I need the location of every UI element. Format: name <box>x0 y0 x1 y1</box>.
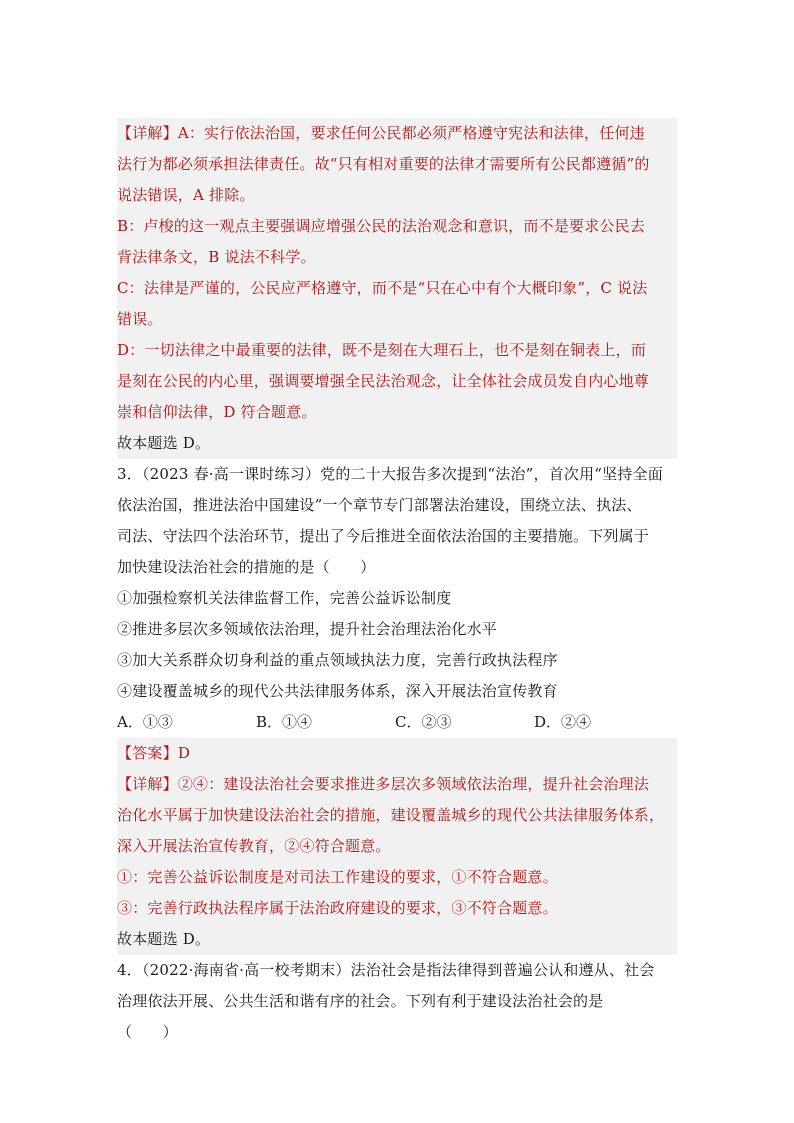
explanation-tag: 【详解】 <box>117 124 178 142</box>
option-d: D．②④ <box>534 713 592 731</box>
explanation-line: C：法律是严谨的，公民应严格遵守，而不是“只在心中有个大概印象”，C 说法 <box>117 279 648 297</box>
explanation-line: B：卢梭的这一观点主要强调应增强公民的法治观念和意识，而不是要求公民去 <box>117 217 646 235</box>
answer-tag: 【答案】 <box>117 744 178 762</box>
explanation-line: 是刻在公民的内心里，强调要增强全民法治观念，让全体社会成员发自内心地尊 <box>117 372 650 390</box>
wrong-option-line: ③：完善行政执法程序属于法治政府建设的要求，③不符合题意。 <box>117 899 558 917</box>
answer-options <box>117 707 677 738</box>
explanation-line: D：一切法律之中最重要的法律，既不是刻在大理石上，也不是刻在铜表上，而 <box>117 341 647 359</box>
explanation-line: 背法律条文，B 说法不科学。 <box>117 248 316 266</box>
explanation-line: 【详解】②④：建设法治社会要求推进多层次多领域依法治理，提升社会治理法 <box>117 775 650 793</box>
question-stem-line: 司法、守法四个法治环节，提出了今后推进全面依法治国的主要措施。下列属于 <box>117 527 650 545</box>
question-stem-line: （ ） <box>117 1023 178 1041</box>
q4-question <box>117 955 677 1048</box>
statement-item: ②推进多层次多领域依法治理，提升社会治理法治化水平 <box>117 620 498 638</box>
question-stem-line: 依法治国，推进法治中国建设”一个章节专门部署法治建设，围绕立法、执法、 <box>117 496 642 514</box>
answer-value: D <box>177 744 191 762</box>
statement-item: ④建设覆盖城乡的现代公共法律服务体系，深入开展法治宣传教育 <box>117 682 558 700</box>
answer-line <box>117 738 677 769</box>
explanation-tag: 【详解】 <box>117 775 178 793</box>
explanation-line: 法行为都必须承担法律责任。故“只有相对重要的法律才需要所有公民都遵循”的 <box>117 155 650 173</box>
explanation-line: 崇和信仰法律，D 符合题意。 <box>117 403 317 421</box>
statement-item: ③加大关系群众切身利益的重点领域执法力度，完善行政执法程序 <box>117 651 558 669</box>
question-stem-line: 治理依法开展、公共生活和谐有序的社会。下列有利于建设法治社会的是 <box>117 992 604 1010</box>
question-stem-line: 3．（2023 春·高一课时练习）党的二十大报告多次提到“法治”，首次用“坚持全面 <box>117 465 663 483</box>
option-b: B．①④ <box>256 713 313 731</box>
explanation-line: 错误。 <box>117 310 163 328</box>
q3-answer-block <box>117 738 677 955</box>
q2-explanation-block <box>117 118 677 459</box>
explanation-line: 【详解】A：实行依法治国，要求任何公民都必须严格遵守宪法和法律，任何违 <box>117 124 645 142</box>
explanation-line: 说法错误，A 排除。 <box>117 186 255 204</box>
q3-question <box>117 459 677 738</box>
option-a: A．①③ <box>117 713 173 731</box>
question-stem-line: 加快建设法治社会的措施的是（ ） <box>117 558 376 576</box>
page-content <box>117 118 677 1048</box>
statement-item: ①加强检察机关法律监督工作，完善公益诉讼制度 <box>117 589 452 607</box>
option-c: C．②③ <box>395 713 452 731</box>
wrong-option-line: ①：完善公益诉讼制度是对司法工作建设的要求，①不符合题意。 <box>117 868 558 886</box>
conclusion-line: 故本题选 D。 <box>117 434 211 452</box>
explanation-line: 深入开展法治宣传教育，②④符合题意。 <box>117 837 391 855</box>
conclusion-line: 故本题选 D。 <box>117 930 211 948</box>
explanation-line: 治化水平属于加快建设法治社会的措施，建设覆盖城乡的现代公共法律服务体系， <box>117 806 665 824</box>
question-stem-line: 4．（2022·海南省·高一校考期末）法治社会是指法律得到普遍公认和遵从、社会 <box>117 961 655 979</box>
